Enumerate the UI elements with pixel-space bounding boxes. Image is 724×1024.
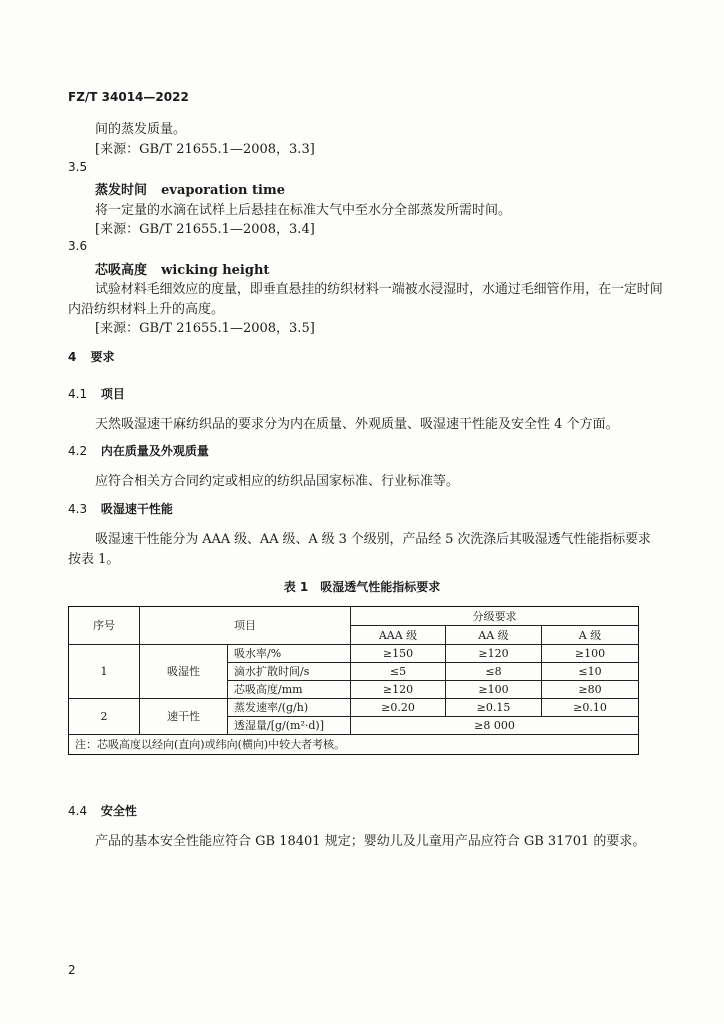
clause-number: 4.4: [68, 804, 88, 818]
clause-text: 吸湿速干性能分为 AAA 级、AA 级、A 级 3 个级别，产品经 5 次洗涤后其吸湿透气性能指标要求: [95, 532, 651, 547]
clause-title: 吸湿速干性能: [100, 502, 173, 516]
clause-title: 内在质量及外观质量: [100, 444, 209, 458]
term-definition: 将一定量的水滴在试样上后悬挂在标准大气中至水分全部蒸发所需时间。: [95, 203, 512, 218]
document-number: FZ/T 34014—2022: [68, 90, 189, 104]
header-grade-a: A 级: [542, 626, 639, 645]
section-title: 要求: [90, 350, 115, 364]
clause-number: 3.5: [68, 160, 88, 174]
section-number: 4: [68, 350, 77, 364]
page-number: 2: [68, 963, 76, 977]
indicator-name: 滴水扩散时间/s: [228, 663, 351, 681]
requirements-table: [68, 606, 639, 755]
value-a: ≥100: [542, 645, 639, 663]
value-aaa: ≥120: [351, 681, 446, 699]
table-note-row: [69, 735, 639, 755]
clause-number: 4.3: [68, 502, 88, 516]
header-item: 项目: [140, 607, 351, 645]
table-row: [69, 699, 639, 717]
term-chinese: 蒸发时间: [95, 183, 148, 198]
group-name: 吸湿性: [140, 645, 228, 699]
table-header-row: [69, 607, 639, 626]
value-aaa: ≥150: [351, 645, 446, 663]
clause-number: 4.2: [68, 444, 88, 458]
term-english: wicking height: [161, 263, 270, 278]
clause-heading: [68, 385, 125, 402]
header-grade-aa: AA 级: [446, 626, 542, 645]
group-name: 速干性: [140, 699, 228, 735]
clause-number: 4.1: [68, 387, 88, 401]
value-aa: ≥120: [446, 645, 542, 663]
clause-text: 按表 1。: [68, 552, 120, 567]
table-caption: 表 1 吸湿透气性能指标要求: [283, 580, 441, 594]
clause-title: 项目: [100, 387, 125, 401]
group-number: 1: [69, 645, 140, 699]
header-grade-aaa: AAA 级: [351, 626, 446, 645]
value-aaa: ≥0.20: [351, 699, 446, 717]
definition-continuation: 间的蒸发质量。: [95, 122, 187, 137]
clause-heading: [68, 802, 137, 819]
group-number: 2: [69, 699, 140, 735]
term-chinese: 芯吸高度: [95, 263, 148, 278]
source-reference: [来源：GB/T 21655.1—2008，3.4]: [95, 222, 315, 237]
table-note: 注：芯吸高度以经向(直向)或纬向(横向)中较大者考核。: [69, 735, 639, 755]
term-heading: [95, 259, 269, 278]
value-a: ≤10: [542, 663, 639, 681]
value-a: ≥80: [542, 681, 639, 699]
term-definition: 内沿纺织材料上升的高度。: [68, 302, 225, 317]
value-aa: ≥100: [446, 681, 542, 699]
value-aa: ≤8: [446, 663, 542, 681]
indicator-name: 透湿量/[g/(m²·d)]: [228, 717, 351, 735]
term-heading: [95, 179, 285, 198]
clause-title: 安全性: [100, 804, 137, 818]
clause-heading: [68, 500, 173, 517]
indicator-name: 蒸发速率/(g/h): [228, 699, 351, 717]
source-reference: [来源：GB/T 21655.1—2008，3.3]: [95, 142, 315, 157]
value-a: ≥0.10: [542, 699, 639, 717]
term-english: evaporation time: [161, 183, 285, 198]
clause-number: 3.6: [68, 239, 88, 253]
source-reference: [来源：GB/T 21655.1—2008，3.5]: [95, 321, 315, 336]
header-grade-requirements: 分级要求: [351, 607, 639, 626]
term-definition: 试验材料毛细效应的度量，即垂直悬挂的纺织材料一端被水浸湿时，水通过毛细管作用，在一定时间: [95, 282, 663, 297]
clause-heading: [68, 442, 209, 459]
clause-text: 应符合相关方合同约定或相应的纺织品国家标准、行业标准等。: [95, 474, 460, 489]
clause-text: 天然吸湿速干麻纺织品的要求分为内在质量、外观质量、吸湿速干性能及安全性 4 个方面。: [95, 417, 619, 432]
section-heading: [68, 348, 115, 365]
table-row: [69, 645, 639, 663]
header-serial-number: 序号: [69, 607, 140, 645]
clause-text: 产品的基本安全性能应符合 GB 18401 规定；婴幼儿及儿童用产品应符合 GB 31701 的要求。: [95, 834, 646, 849]
indicator-name: 吸水率/%: [228, 645, 351, 663]
indicator-name: 芯吸高度/mm: [228, 681, 351, 699]
value-aaa: ≤5: [351, 663, 446, 681]
value-merged: ≥8 000: [351, 717, 639, 735]
value-aa: ≥0.15: [446, 699, 542, 717]
